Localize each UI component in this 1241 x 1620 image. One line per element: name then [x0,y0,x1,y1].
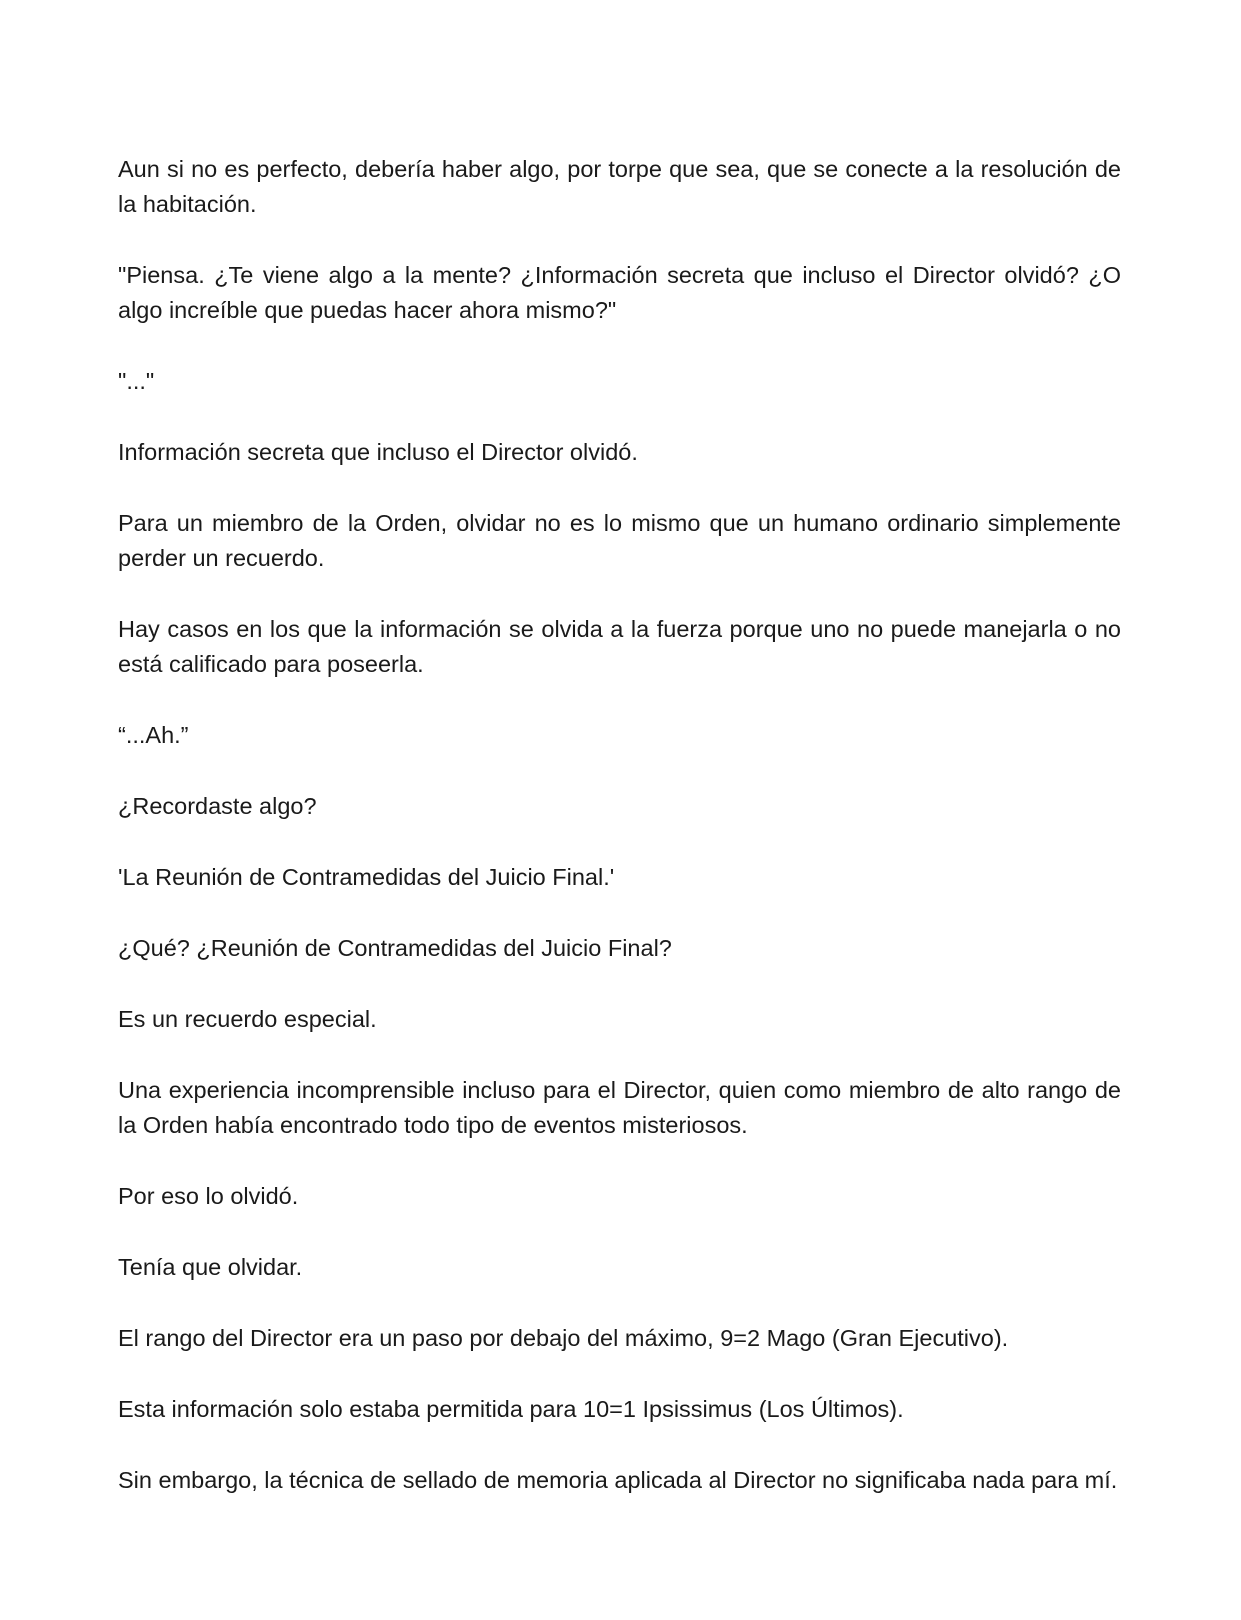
paragraph: “...Ah.” [118,722,189,748]
paragraph: Hay casos en los que la información se olvida a la fuerza porque uno no puede manejarla o no está calificado para poseerla. [118,616,1121,677]
paragraph: Sin embargo, la técnica de sellado de memoria aplicada al Director no significaba nada para mí. [118,1467,1118,1493]
paragraph: Para un miembro de la Orden, olvidar no es lo mismo que un humano ordinario simplemente perder un recuerdo. [118,510,1121,571]
paragraph: Esta información solo estaba permitida para 10=1 Ipsissimus (Los Últimos). [118,1396,904,1422]
paragraph: ¿Recordaste algo? [118,793,317,819]
paragraph: El rango del Director era un paso por debajo del máximo, 9=2 Mago (Gran Ejecutivo). [118,1325,1009,1351]
paragraph: Información secreta que incluso el Director olvidó. [118,439,638,465]
paragraph: "..." [118,368,155,394]
document-body [118,152,1121,1534]
paragraph: Es un recuerdo especial. [118,1006,377,1032]
paragraph: Aun si no es perfecto, debería haber algo, por torpe que sea, que se conecte a la resolución de la habitación. [118,156,1121,217]
paragraph: "Piensa. ¿Te viene algo a la mente? ¿Información secreta que incluso el Director olvidó? ¿O algo increíble que puedas hacer ahora mismo?" [118,262,1121,323]
paragraph: Por eso lo olvidó. [118,1183,299,1209]
paragraph: Tenía que olvidar. [118,1254,303,1280]
paragraph: 'La Reunión de Contramedidas del Juicio Final.' [118,864,615,890]
paragraph: ¿Qué? ¿Reunión de Contramedidas del Juicio Final? [118,935,672,961]
paragraph: Una experiencia incomprensible incluso para el Director, quien como miembro de alto rango de la Orden había encontrado todo tipo de eventos misteriosos. [118,1077,1121,1138]
